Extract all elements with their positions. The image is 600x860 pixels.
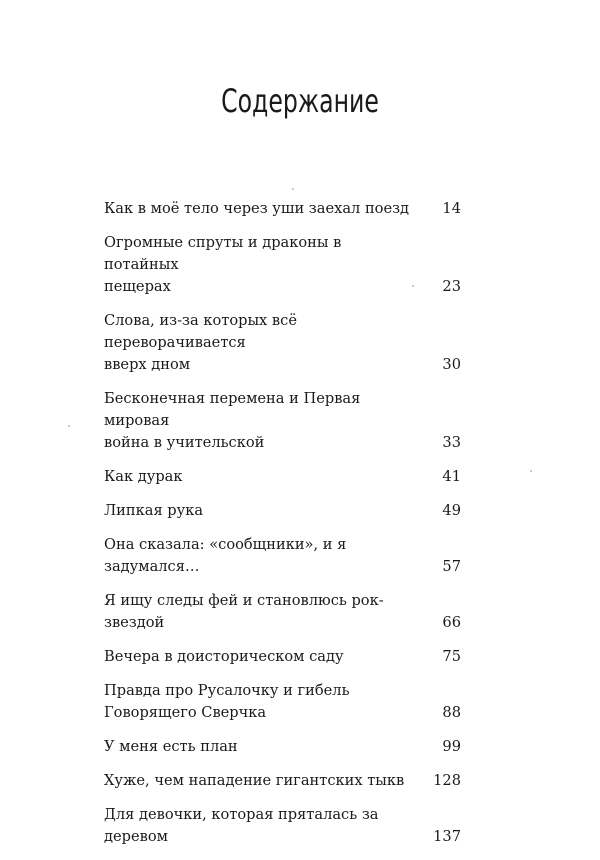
toc-entry	[104, 770, 461, 792]
page-title: Содержание	[221, 82, 379, 120]
toc-entry-title: Как в моё тело через уши заехал поезд	[104, 200, 410, 217]
toc-entry	[104, 198, 461, 220]
toc-entry	[104, 534, 461, 578]
toc-entry	[104, 310, 461, 376]
scan-speck	[68, 425, 70, 427]
scan-speck	[530, 470, 532, 472]
toc-entry	[104, 646, 461, 668]
toc-entry-page: 41	[442, 468, 461, 485]
toc-entry	[104, 680, 461, 724]
toc-entry	[104, 466, 461, 488]
toc-entry-page: 57	[442, 558, 461, 575]
toc-entry-title: Огромные спруты и драконы в потайных пещерах	[104, 234, 342, 295]
toc-entry-page: 23	[442, 278, 461, 295]
toc-entry-page: 49	[442, 502, 461, 519]
toc-entry-title: Вечера в доисторическом саду	[104, 648, 344, 665]
toc-entry-page: 33	[442, 434, 461, 451]
toc-entry-title: Как дурак	[104, 468, 183, 485]
toc-entry-title: Правда про Русалочку и гибель Говорящего Сверчка	[104, 682, 350, 721]
toc-entry	[104, 804, 461, 848]
toc-entry-title: У меня есть план	[104, 738, 238, 755]
toc-entry-title: Хуже, чем нападение гигантских тыкв	[104, 772, 405, 789]
toc-entry	[104, 232, 461, 298]
toc-entry-title: Она сказала: «сообщники», и я задумался…	[104, 536, 347, 575]
toc-entry	[104, 590, 461, 634]
table-of-contents	[104, 198, 461, 860]
toc-entry-title: Я ищу следы фей и становлюсь рок-звездой	[104, 592, 384, 631]
toc-entry-title: Бесконечная перемена и Первая мировая война в учительской	[104, 390, 361, 451]
scan-speck	[412, 285, 414, 287]
toc-entry-page: 14	[442, 200, 461, 217]
toc-entry-page: 137	[433, 828, 461, 845]
toc-entry	[104, 736, 461, 758]
toc-entry-page: 75	[442, 648, 461, 665]
toc-entry-title: Для девочки, которая пряталась за деревом	[104, 806, 379, 845]
toc-entry-title: Липкая рука	[104, 502, 204, 519]
toc-entry-page: 30	[442, 356, 461, 373]
toc-entry	[104, 388, 461, 454]
scan-speck	[292, 188, 294, 190]
toc-entry-page: 88	[442, 704, 461, 721]
toc-entry-page: 128	[433, 772, 461, 789]
toc-entry-page: 66	[442, 614, 461, 631]
toc-entry	[104, 500, 461, 522]
toc-entry-title: Слова, из-за которых всё переворачивается вверх дном	[104, 312, 297, 373]
toc-entry-page: 99	[442, 738, 461, 755]
